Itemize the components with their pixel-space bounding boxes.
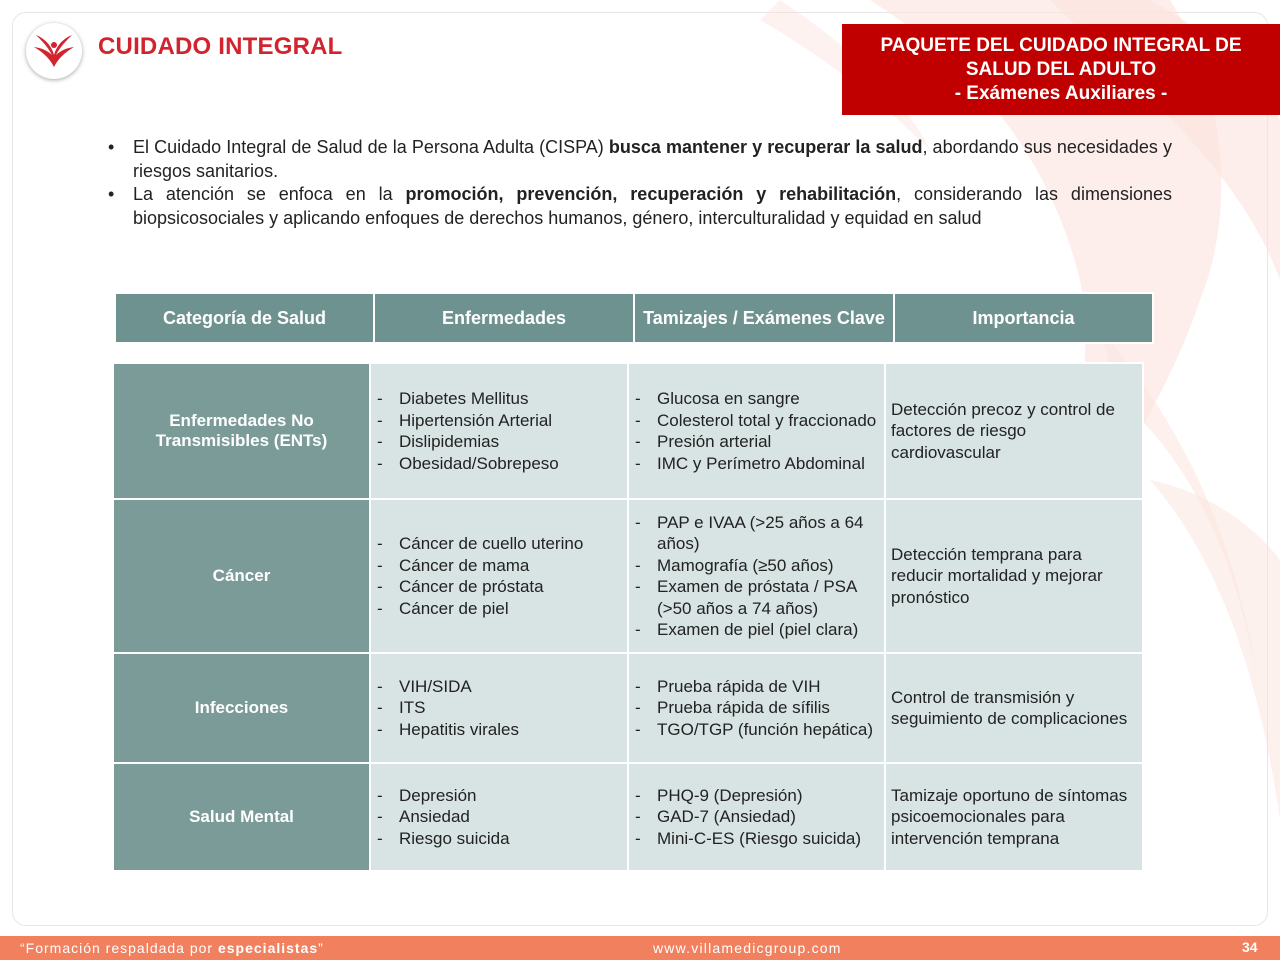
table-row	[113, 763, 1143, 871]
list-item: - Prueba rápida de VIH	[633, 676, 880, 698]
intro-bullet: • El Cuidado Integral de Salud de la Persona Adulta (CISPA) busca mantener y recuperar la salud, abordando sus necesidades y riesgos sanitarios.	[108, 136, 1172, 183]
row-importance: Detección precoz y control de factores de riesgo cardiovascular	[885, 363, 1143, 499]
row-importance: Tamizaje oportuno de síntomas psicoemocionales para intervención temprana	[885, 763, 1143, 871]
row-tests	[628, 499, 885, 653]
list-item: - TGO/TGP (función hepática)	[633, 719, 880, 741]
list-item: - GAD-7 (Ansiedad)	[633, 806, 880, 828]
list-item: - Dislipidemias	[375, 431, 623, 453]
title-line-2: SALUD DEL ADULTO	[965, 58, 1157, 80]
list-item: - Depresión	[375, 785, 623, 807]
list-item: - PAP e IVAA (>25 años a 64 años)	[633, 512, 880, 555]
row-category: Cáncer	[113, 499, 370, 653]
list-item: - Colesterol total y fraccionado	[633, 410, 880, 432]
row-importance: Detección temprana para reducir mortalidad y mejorar pronóstico	[885, 499, 1143, 653]
header-diseases: Enfermedades	[374, 293, 634, 343]
list-item: - Mamografía (≥50 años)	[633, 555, 880, 577]
row-importance: Control de transmisión y seguimiento de complicaciones	[885, 653, 1143, 763]
list-item: - PHQ-9 (Depresión)	[633, 785, 880, 807]
table-row	[113, 363, 1143, 499]
list-item: - Cáncer de próstata	[375, 576, 623, 598]
list-item: - Prueba rápida de sífilis	[633, 697, 880, 719]
list-item: - Cáncer de mama	[375, 555, 623, 577]
brand-logo	[26, 23, 82, 79]
list-item: - VIH/SIDA	[375, 676, 623, 698]
list-item: - Glucosa en sangre	[633, 388, 880, 410]
list-item: - Riesgo suicida	[375, 828, 623, 850]
list-item: - Hepatitis virales	[375, 719, 623, 741]
header-importance: Importancia	[894, 293, 1153, 343]
list-item: - Ansiedad	[375, 806, 623, 828]
intro-bullet: • La atención se enfoca en la promoción, prevención, recuperación y rehabilitación, considerando las dimensiones biopsicosociales y aplicando enfoques de derechos humanos, género, interculturalidad y equidad en salud	[108, 183, 1172, 230]
footer-bar	[0, 936, 1280, 960]
list-item: - Mini-C-ES (Riesgo suicida)	[633, 828, 880, 850]
header-category: Categoría de Salud	[115, 293, 374, 343]
list-item: - Hipertensión Arterial	[375, 410, 623, 432]
intro-bullets	[108, 136, 1172, 230]
row-category: Infecciones	[113, 653, 370, 763]
page-number: 34	[1242, 939, 1258, 955]
list-item: - Diabetes Mellitus	[375, 388, 623, 410]
list-item: - Cáncer de piel	[375, 598, 623, 620]
list-item: - Cáncer de cuello uterino	[375, 533, 623, 555]
title-line-1: PAQUETE DEL CUIDADO INTEGRAL DE	[880, 34, 1242, 56]
row-diseases	[370, 499, 628, 653]
row-tests	[628, 363, 885, 499]
row-diseases	[370, 363, 628, 499]
list-item: - Obesidad/Sobrepeso	[375, 453, 623, 475]
list-item: - Presión arterial	[633, 431, 880, 453]
row-category: Enfermedades No Transmisibles (ENTs)	[113, 363, 370, 499]
row-tests	[628, 763, 885, 871]
list-item: - Examen de próstata / PSA (>50 años a 74 años)	[633, 576, 880, 619]
list-item: - IMC y Perímetro Abdominal	[633, 453, 880, 475]
footer-quote: “Formación respaldada por especialistas”	[20, 940, 324, 956]
header-tests: Tamizajes / Exámenes Clave	[634, 293, 894, 343]
row-tests	[628, 653, 885, 763]
slide-title	[842, 24, 1280, 115]
list-item: - Examen de piel (piel clara)	[633, 619, 880, 641]
footer-url[interactable]: www.villamedicgroup.com	[653, 940, 842, 956]
brand-name: CUIDADO INTEGRAL	[98, 33, 343, 60]
health-table	[112, 362, 1144, 872]
row-diseases	[370, 653, 628, 763]
phoenix-logo-icon	[32, 33, 76, 69]
list-item: - ITS	[375, 697, 623, 719]
table-header	[114, 292, 1154, 344]
row-diseases	[370, 763, 628, 871]
row-category: Salud Mental	[113, 763, 370, 871]
table-row	[113, 499, 1143, 653]
table-row	[113, 653, 1143, 763]
title-line-3: - Exámenes Auxiliares -	[954, 82, 1168, 104]
